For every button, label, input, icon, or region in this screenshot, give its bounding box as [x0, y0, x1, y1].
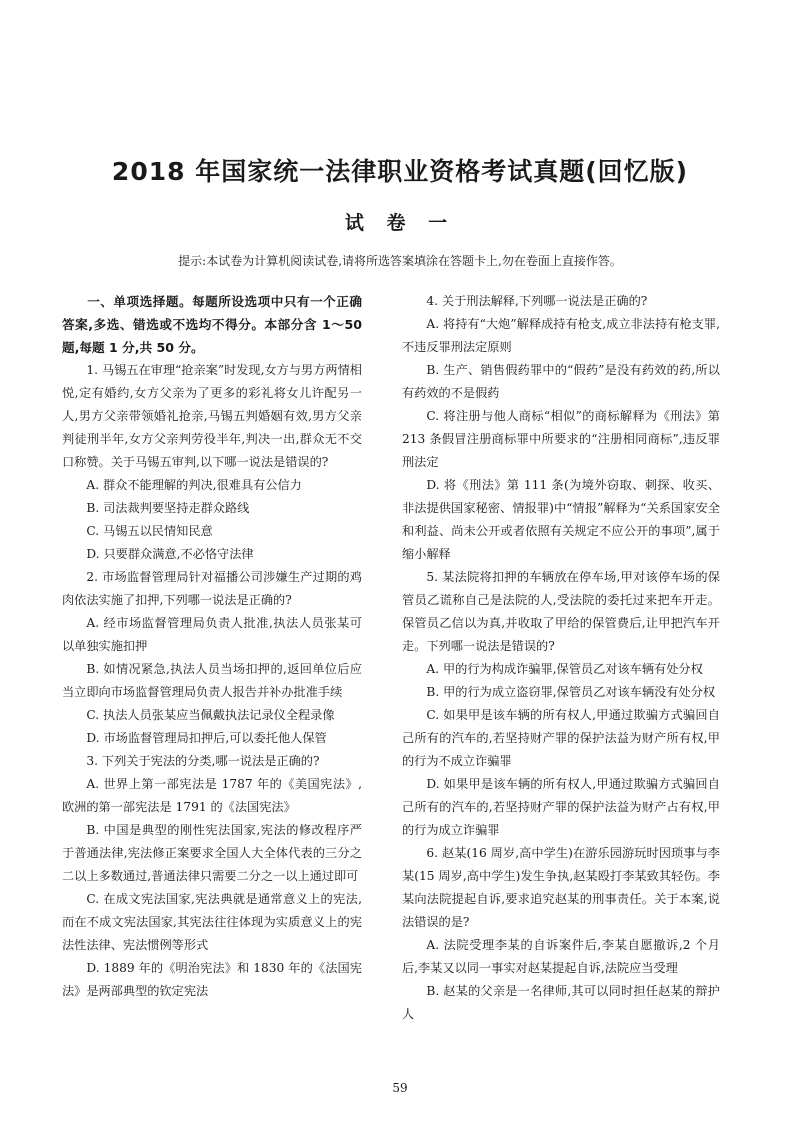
option-text: B. 生产、销售假药罪中的“假药”是没有药效的药,所以有药效的不是假药 [402, 363, 720, 400]
option-text: D. 1889 年的《明治宪法》和 1830 年的《法国宪法》是两部典型的钦定宪法 [62, 961, 362, 998]
option-text: B. 中国是典型的刚性宪法国家,宪法的修改程序严于普通法律,宪法修正案要求全国人大全体代表的三分之二以上多数通过,普通法律只需要二分之一以上通过即可 [62, 823, 362, 883]
option-text: B. 如情况紧急,执法人员当场扣押的,返回单位后应当立即向市场监督管理局负责人报告并补办批准手续 [62, 662, 362, 699]
option-text: A. 世界上第一部宪法是 1787 年的《美国宪法》,欧洲的第一部宪法是 1791 的《法国宪法》 [62, 777, 362, 814]
question-text: 2. 市场监督管理局针对福播公司涉嫌生产过期的鸡肉依法实施了扣押,下列哪一说法是正确的? [62, 570, 362, 607]
option-text: A. 将持有“大炮”解释成持有枪支,成立非法持有枪支罪,不违反罪刑法定原则 [402, 317, 720, 354]
option-text: B. 赵某的父亲是一名律师,其可以同时担任赵某的辩护人 [402, 984, 720, 1021]
option-text: A. 群众不能理解的判决,很难具有公信力 [86, 478, 302, 492]
option-text: D. 只要群众满意,不必恪守法律 [86, 547, 254, 561]
option-text: D. 如果甲是该车辆的所有权人,甲通过欺骗方式骗回自己所有的汽车的,若坚持财产罪的保护法益为财产占有权,甲的行为成立诈骗罪 [402, 777, 720, 837]
option-text: C. 如果甲是该车辆的所有权人,甲通过欺骗方式骗回自己所有的汽车的,若坚持财产罪的保护法益为财产所有权,甲的行为不成立诈骗罪 [402, 708, 720, 768]
option-text: C. 在成文宪法国家,宪法典就是通常意义上的宪法,而在不成文宪法国家,其宪法往往体现为实质意义上的宪法性法律、宪法惯例等形式 [62, 892, 362, 952]
question-text: 4. 关于刑法解释,下列哪一说法是正确的? [426, 294, 648, 308]
question-text: 1. 马锡五在审理“抢亲案”时发现,女方与男方两情相悦,定有婚约,女方父亲为了更多的彩礼将女儿许配另一人,男方父亲带领婚礼抢亲,马锡五判婚姻有效,男方父亲判徒刑半年,女方父亲判劳役半年,判决一出,群众无不交口称赞。关于马锡五审判,以下哪一说法是错误的? [62, 363, 362, 469]
page-title: 2018 年国家统一法律职业资格考试真题(回忆版) [111, 157, 689, 186]
section-heading: 一、单项选择题。每题所设选项中只有一个正确答案,多选、错选或不选均不得分。本部分含 1～50 题,每题 1 分,共 50 分。 [62, 294, 362, 355]
right-column [402, 290, 720, 1026]
question-text: 6. 赵某(16 周岁,高中学生)在游乐园游玩时因琐事与李某(15 周岁,高中学生)发生争执,赵某殴打李某致其轻伤。李某向法院提起自诉,要求追究赵某的刑事责任。关于本案,说法错误的是? [402, 846, 720, 929]
option-text: C. 将注册与他人商标“相似”的商标解释为《刑法》第 213 条假冒注册商标罪中所要求的“注册相同商标”,违反罪刑法定 [402, 409, 720, 469]
option-text: C. 马锡五以民情知民意 [86, 524, 213, 538]
paper-subtitle: 试 卷 一 [344, 212, 456, 234]
option-text: B. 司法裁判要坚持走群众路线 [86, 501, 250, 515]
exam-notice: 提示:本试卷为计算机阅读试卷,请将所选答案填涂在答题卡上,勿在卷面上直接作答。 [178, 254, 622, 268]
option-text: D. 将《刑法》第 111 条(为境外窃取、刺探、收买、非法提供国家秘密、情报罪)中“情报”解释为“关系国家安全和利益、尚未公开或者依照有关规定不应公开的事项”,属于缩小解释 [402, 478, 720, 561]
option-text: A. 法院受理李某的自诉案件后,李某自愿撤诉,2 个月后,李某又以同一事实对赵某提起自诉,法院应当受理 [402, 938, 720, 975]
left-column [62, 290, 362, 1003]
question-text: 3. 下列关于宪法的分类,哪一说法是正确的? [86, 754, 320, 768]
page-number: 59 [392, 1081, 408, 1095]
question-text: 5. 某法院将扣押的车辆放在停车场,甲对该停车场的保管员乙谎称自己是法院的人,受法院的委托过来把车开走。保管员乙信以为真,并收取了甲给的保管费后,让甲把汽车开走。下列哪一说法是错误的? [402, 570, 720, 653]
option-text: C. 执法人员张某应当佩戴执法记录仪全程录像 [86, 708, 335, 722]
option-text: A. 经市场监督管理局负责人批准,执法人员张某可以单独实施扣押 [62, 616, 362, 653]
option-text: D. 市场监督管理局扣押后,可以委托他人保管 [86, 731, 327, 745]
option-text: B. 甲的行为成立盗窃罪,保管员乙对该车辆没有处分权 [426, 685, 716, 699]
option-text: A. 甲的行为构成诈骗罪,保管员乙对该车辆有处分权 [426, 662, 703, 676]
